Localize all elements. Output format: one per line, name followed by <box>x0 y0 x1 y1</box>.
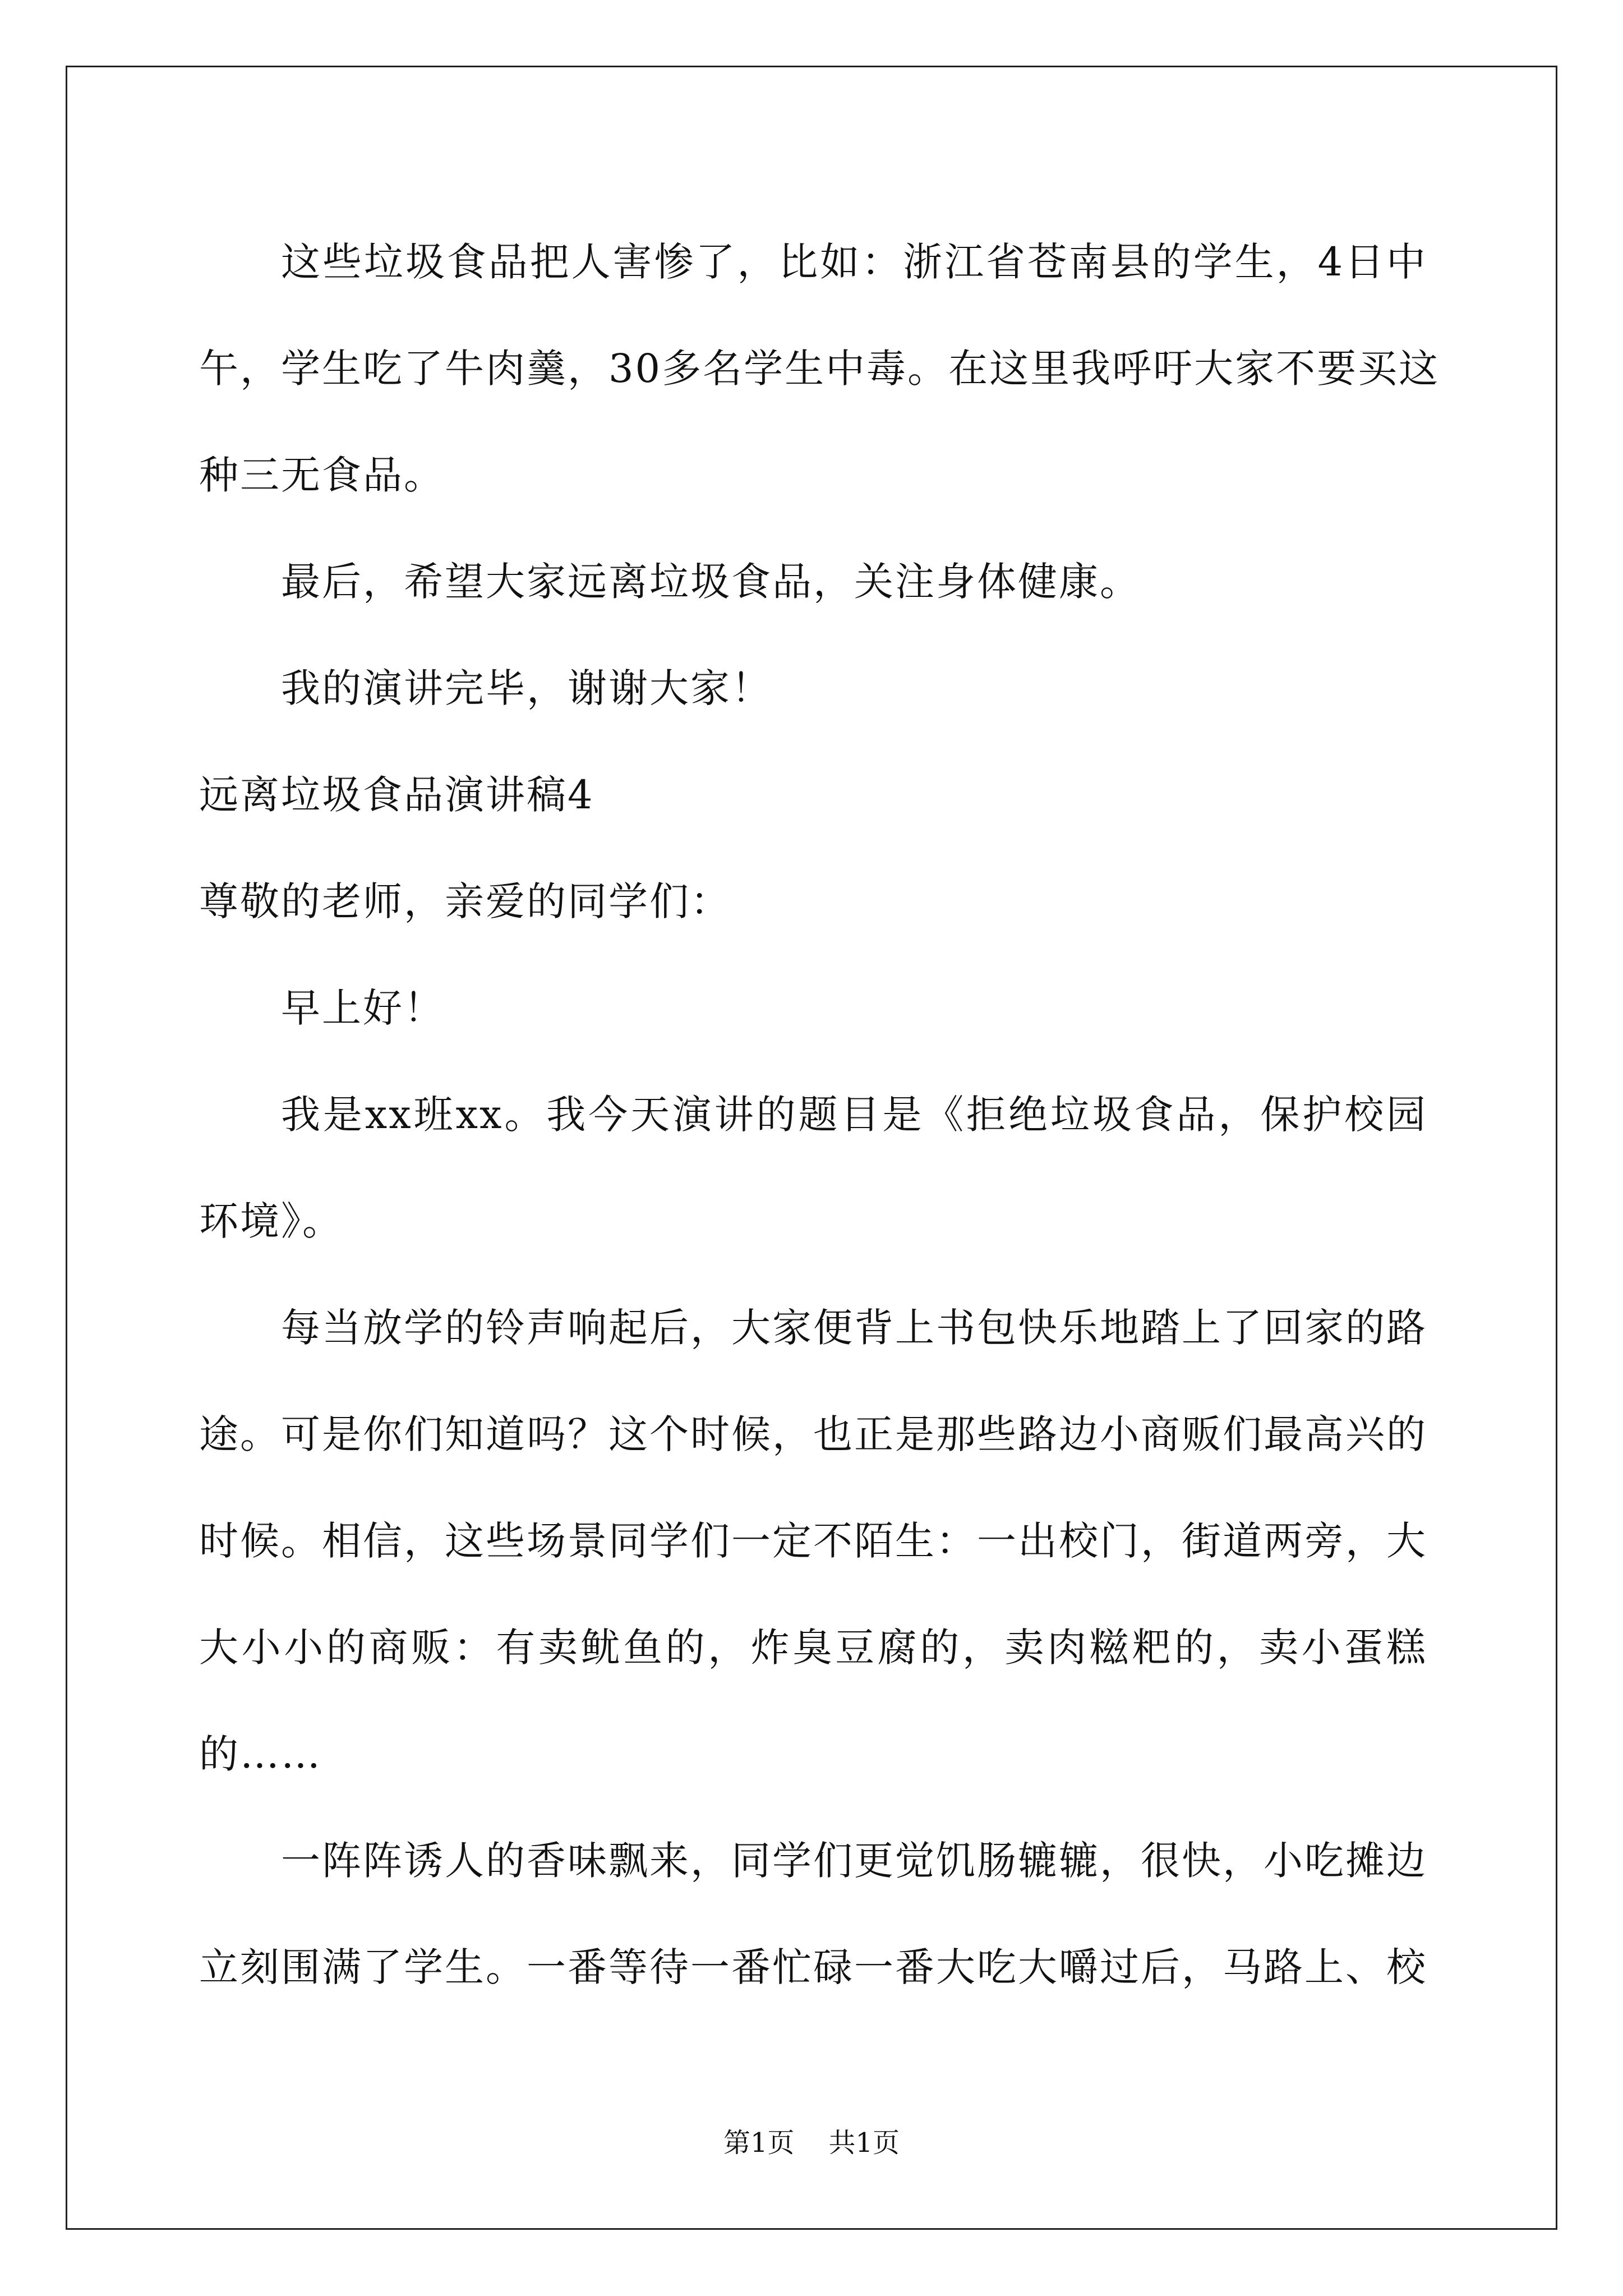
document-body <box>199 209 1440 2021</box>
paragraph-line: 途。可是你们知道吗？这个时候，也正是那些路边小商贩们最高兴的 <box>199 1411 1427 1457</box>
paragraph-line: 我的演讲完毕，谢谢大家！ <box>281 665 772 711</box>
paragraph-line: 午，学生吃了牛肉羹，30多名学生中毒。在这里我呼吁大家不要买这 <box>199 346 1440 392</box>
paragraph-line: 时候。相信，这些场景同学们一定不陌生：一出校门，街道两旁，大 <box>199 1518 1427 1564</box>
paragraph-line: 种三无食品。 <box>199 452 445 498</box>
paragraph-line: 这些垃圾食品把人害惨了，比如：浙江省苍南县的学生，4日中 <box>281 239 1427 285</box>
paragraph-line: 每当放学的铃声响起后，大家便背上书包快乐地踏上了回家的路 <box>281 1305 1427 1351</box>
paragraph-line: 环境》。 <box>199 1198 343 1244</box>
paragraph-line: 的…… <box>199 1731 322 1777</box>
page-footer: 第1页 共1页 <box>723 2127 900 2159</box>
greeting: 早上好！ <box>281 985 445 1031</box>
paragraph-line: 最后，希望大家远离垃圾食品，关注身体健康。 <box>281 559 1141 605</box>
paragraph-line: 我是xx班xx。我今天演讲的题目是《拒绝垃圾食品，保护校园 <box>281 1092 1427 1138</box>
section-heading: 远离垃圾食品演讲稿4 <box>199 772 594 818</box>
paragraph-line: 一阵阵诱人的香味飘来，同学们更觉饥肠辘辘，很快，小吃摊边 <box>281 1838 1427 1884</box>
paragraph-line: 立刻围满了学生。一番等待一番忙碌一番大吃大嚼过后，马路上、校 <box>199 1944 1427 1990</box>
paragraph-line: 大小小的商贩：有卖鱿鱼的，炸臭豆腐的，卖肉糍粑的，卖小蛋糕 <box>199 1625 1427 1671</box>
salutation: 尊敬的老师，亲爱的同学们： <box>199 878 731 924</box>
